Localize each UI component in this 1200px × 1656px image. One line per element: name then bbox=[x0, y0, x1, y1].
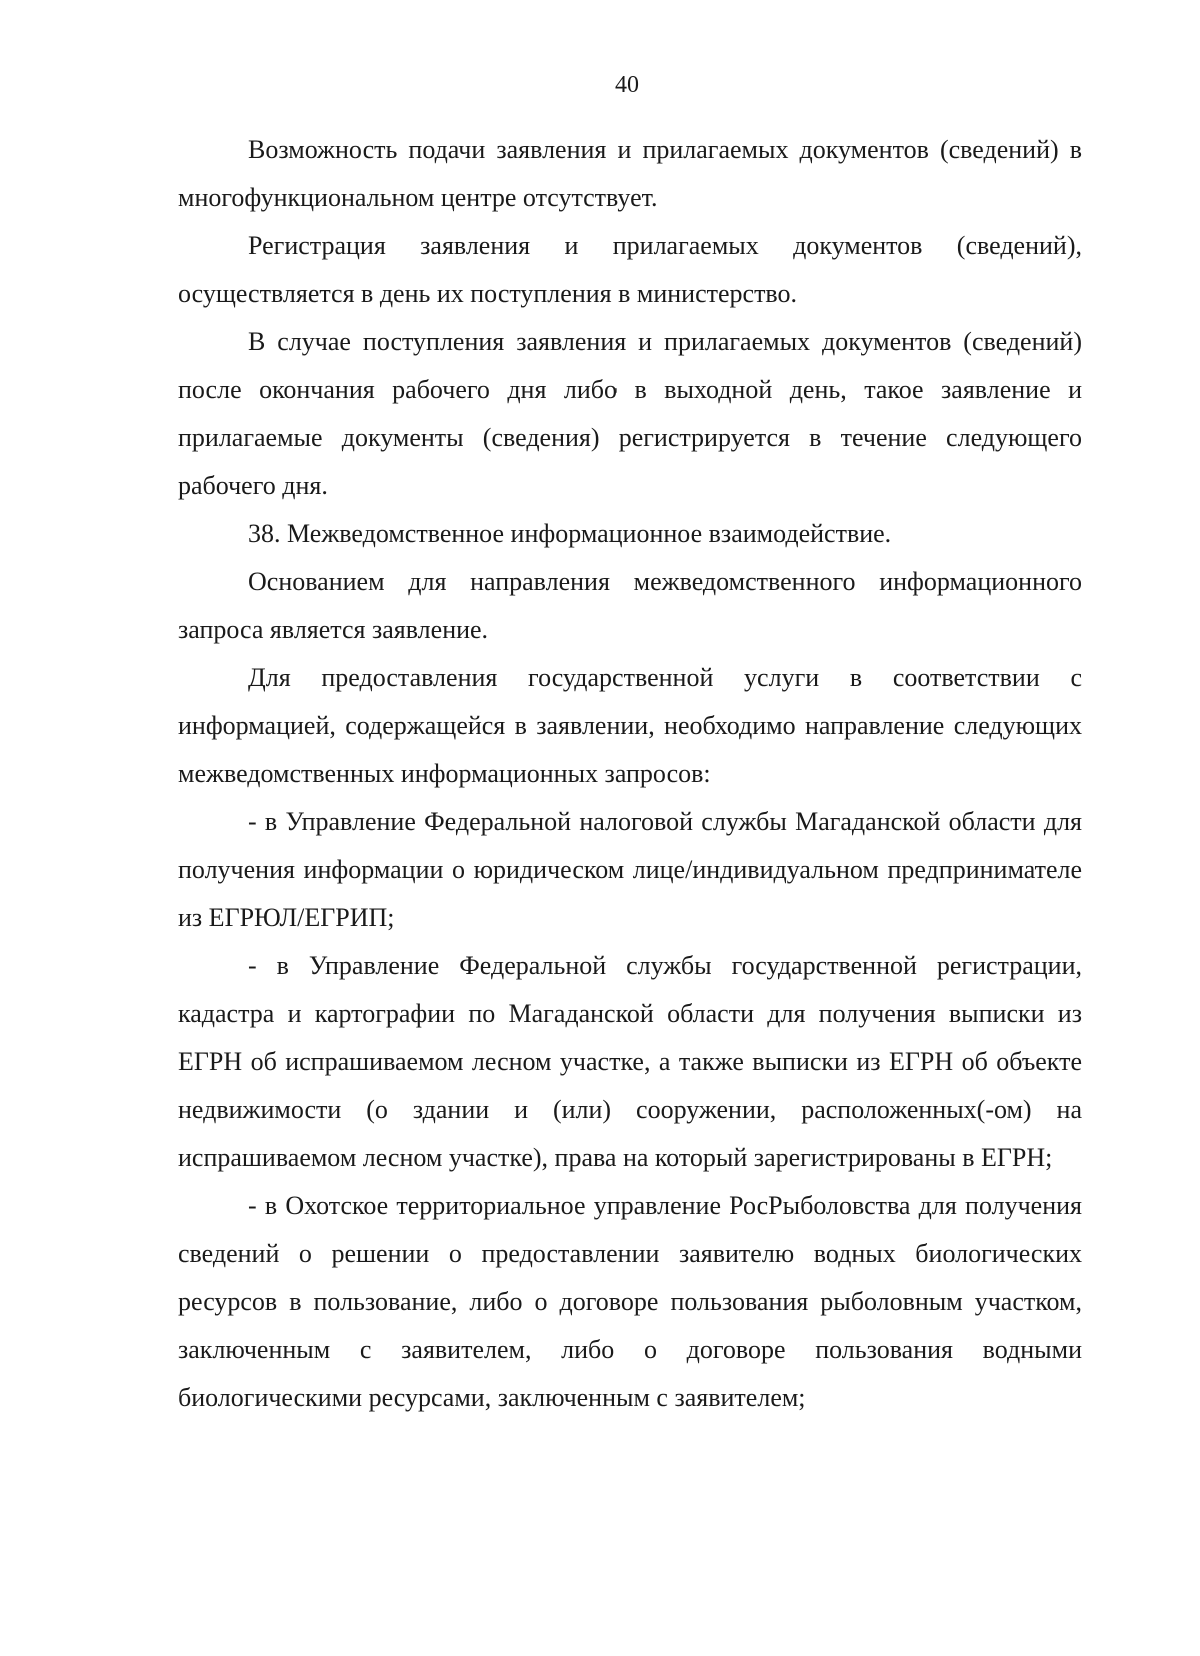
document-body bbox=[178, 126, 1082, 1422]
paragraph-mfc-unavailable: Возможность подачи заявления и прилагаемых документов (сведений) в многофункциональном центре отсутствует. bbox=[178, 135, 1082, 212]
paragraph-registration: Регистрация заявления и прилагаемых документов (сведений), осуществляется в день их поступления в министерство. bbox=[178, 231, 1082, 308]
list-item-registration-service: - в Управление Федеральной службы государственной регистрации, кадастра и картографии по Магаданской области для получения выписки из ЕГРН об испрашиваемом лесном участке, а также выписки из ЕГРН об объекте недвижимости (о здании и (или) сооружении, расположенных(-ом) на испрашиваемом лесном участке), права на который зарегистрированы в ЕГРН; bbox=[178, 951, 1082, 1172]
page-number: 40 bbox=[615, 72, 639, 98]
paragraph-after-hours: В случае поступления заявления и прилагаемых документов (сведений) после окончания рабочего дня либо в выходной день, такое заявление и прилагаемые документы (сведения) регистрируется в течение следующего рабочего дня. bbox=[178, 327, 1082, 500]
list-item-fishery-agency: - в Охотское территориальное управление РосРыболовства для получения сведений о решении о предоставлении заявителю водных биологических ресурсов в пользование, либо о договоре пользования рыболовным участком, заключенным с заявителем, либо о договоре пользования водными биологическими ресурсами, заключенным с заявителем; bbox=[178, 1191, 1082, 1412]
list-item-tax-service: - в Управление Федеральной налоговой службы Магаданской области для получения информации о юридическом лице/индивидуальном предпринимателе из ЕГРЮЛ/ЕГРИП; bbox=[178, 807, 1082, 932]
section-heading-38: 38. Межведомственное информационное взаимодействие. bbox=[248, 519, 892, 548]
paragraph-basis: Основанием для направления межведомственного информационного запроса является заявление. bbox=[178, 567, 1082, 644]
paragraph-requests-intro: Для предоставления государственной услуги в соответствии с информацией, содержащейся в заявлении, необходимо направление следующих межведомственных информационных запросов: bbox=[178, 663, 1082, 788]
